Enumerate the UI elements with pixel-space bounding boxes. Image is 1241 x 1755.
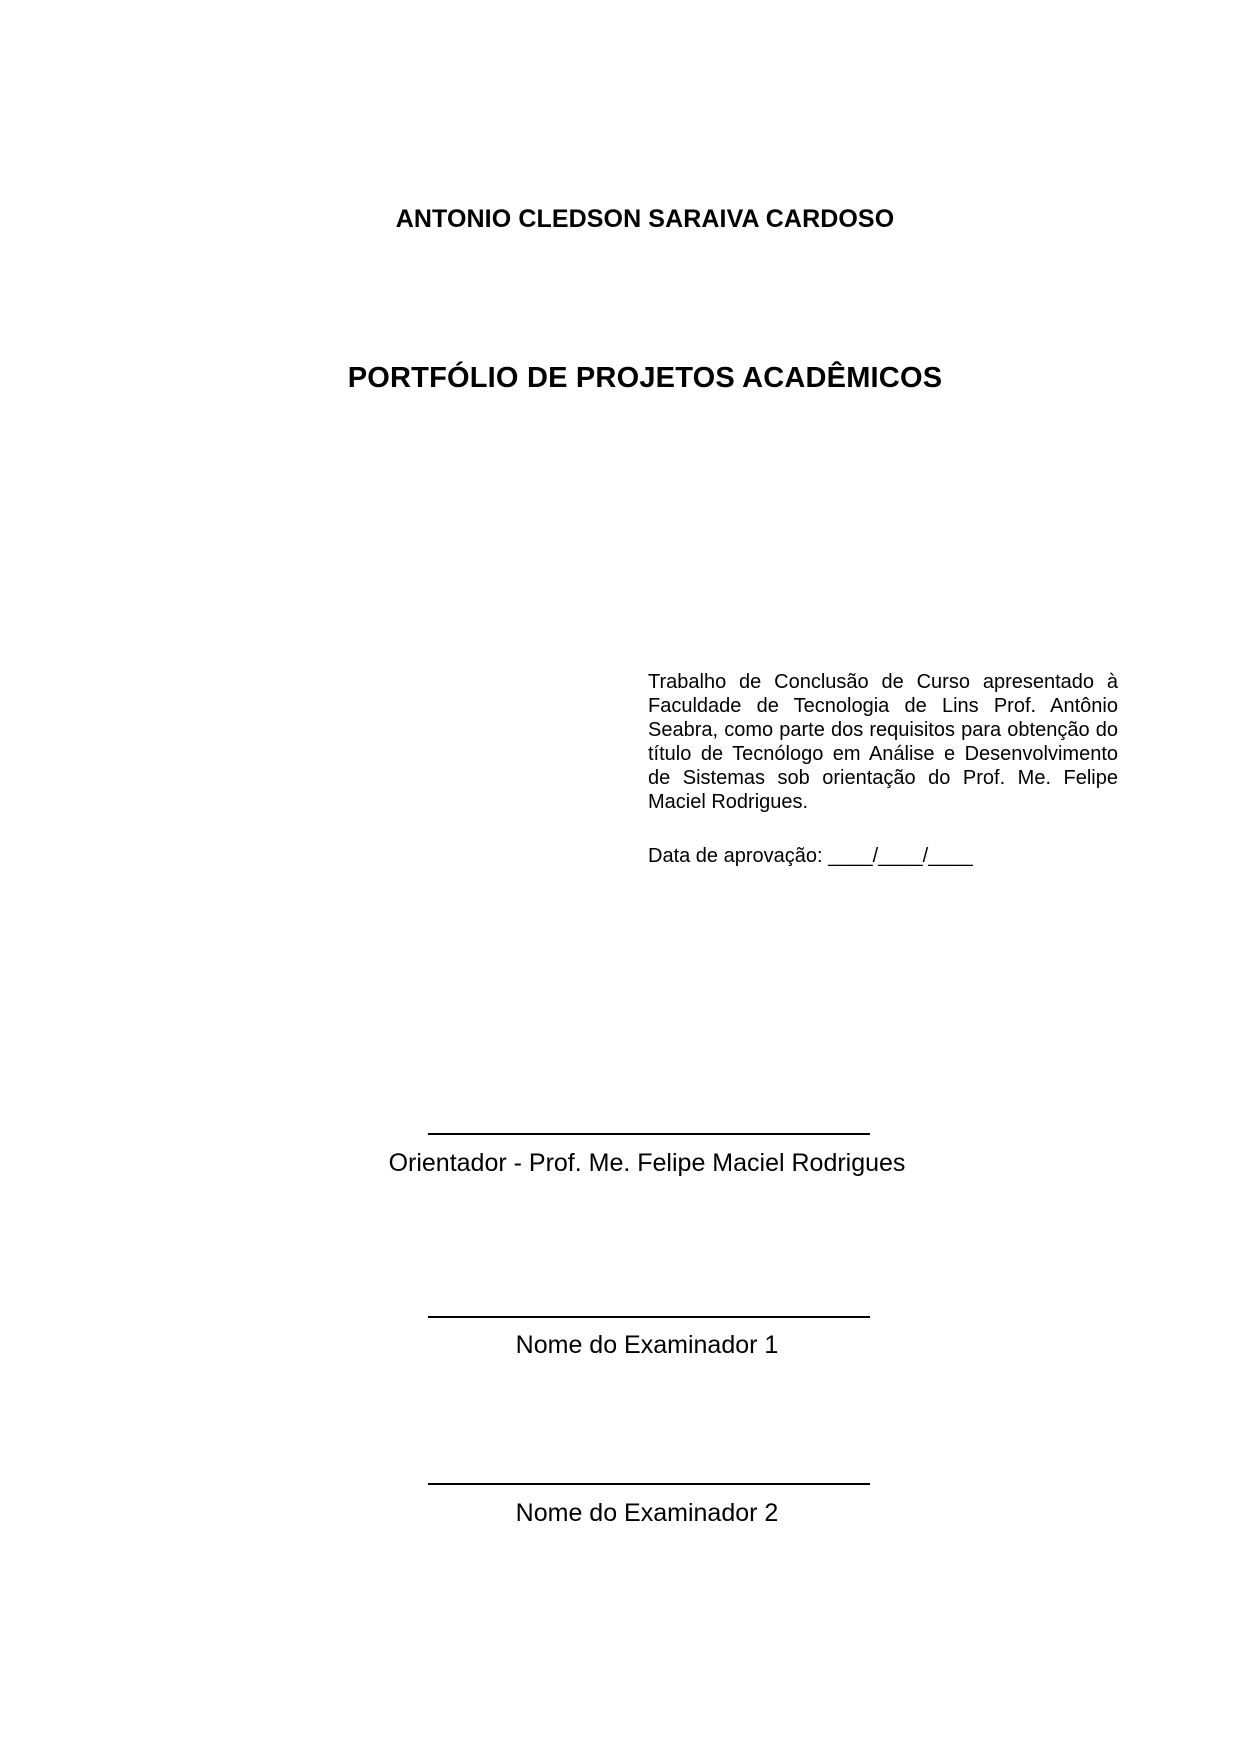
signature-label-examiner-2: Nome do Examinador 2 [515,1499,779,1527]
nature-statement: Trabalho de Conclusão de Curso apresentado à Faculdade de Tecnologia de Lins Prof. Antônio Seabra, como parte dos requisitos para obtenção do título de Tecnólogo em Análise e Desenvolvimento de Sistemas sob orientação do Prof. Me. Felipe Maciel Rodrigues. [648,671,1118,813]
signature-label-advisor: Orientador - Prof. Me. Felipe Maciel Rodrigues [388,1149,906,1177]
signature-line-examiner-1 [428,1316,870,1318]
approval-date: Data de aprovação: ____/____/____ [648,845,973,867]
signature-line-examiner-2 [428,1483,870,1485]
author-name: ANTONIO CLEDSON SARAIVA CARDOSO [395,205,895,233]
document-title: PORTFÓLIO DE PROJETOS ACADÊMICOS [347,362,943,394]
signature-line-advisor [428,1133,870,1135]
signature-label-examiner-1: Nome do Examinador 1 [515,1331,779,1359]
